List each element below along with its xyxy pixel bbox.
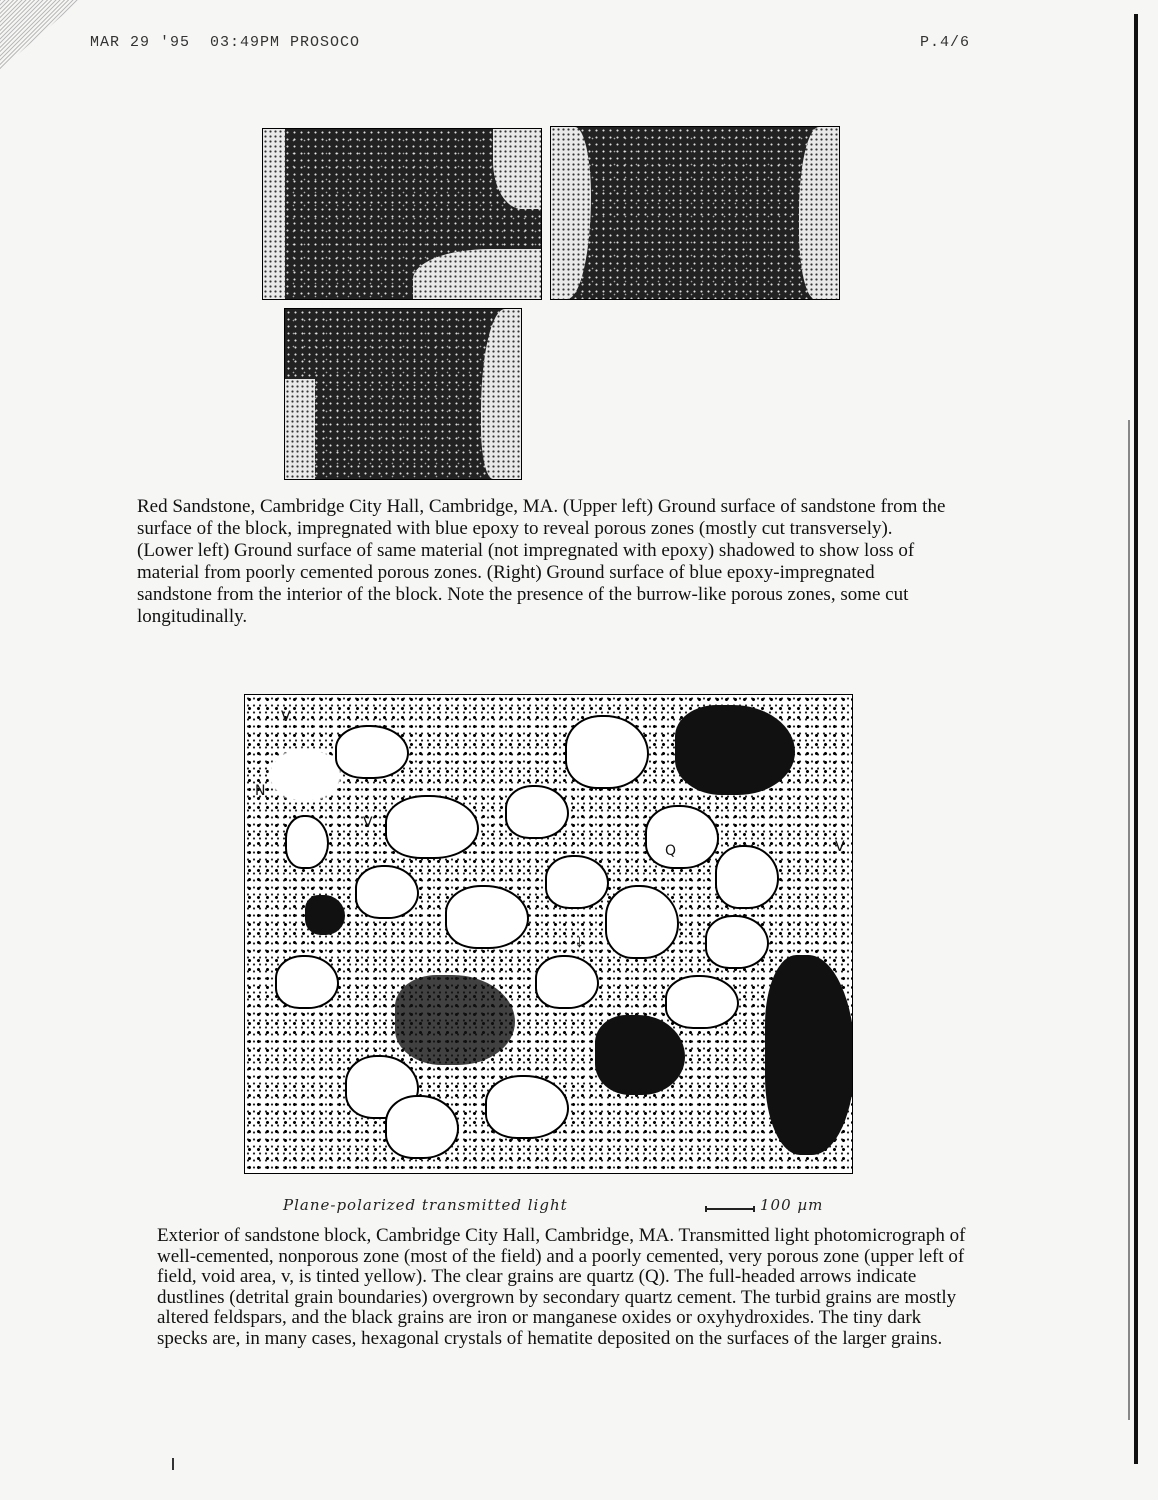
grain — [335, 725, 409, 779]
page-edge-bar — [1134, 14, 1138, 1464]
photo-light-area — [799, 127, 839, 299]
page-edge-line — [1128, 420, 1130, 1420]
scale-bar — [705, 1206, 755, 1212]
fax-page-number: P.4/6 — [919, 34, 970, 51]
fax-timestamp: MAR 29 '95 03:49PM PROSOCO — [90, 34, 361, 51]
dark-region — [395, 975, 515, 1065]
grain — [565, 715, 649, 789]
grain — [605, 885, 679, 959]
grain — [505, 785, 569, 839]
handwritten-note: Plane-polarized transmitted light — [283, 1196, 568, 1214]
grain — [445, 885, 529, 949]
grain — [665, 975, 739, 1029]
photo-light-area — [481, 309, 521, 479]
grain — [705, 915, 769, 969]
grain — [545, 855, 609, 909]
margin-mark — [172, 1458, 174, 1470]
label-v: V — [835, 839, 845, 855]
dark-region — [765, 955, 853, 1155]
photo-lower-left — [284, 308, 522, 480]
grain — [275, 955, 339, 1009]
label-q: Q — [665, 843, 677, 859]
photo-upper-left — [262, 128, 542, 300]
photo-light-area — [263, 129, 285, 299]
scale-label: 100 µm — [760, 1196, 824, 1214]
fax-header — [90, 34, 970, 51]
grain — [355, 865, 419, 919]
photo-light-area — [413, 249, 541, 299]
label-n: N — [255, 783, 266, 799]
grain — [645, 805, 719, 869]
dark-region — [305, 895, 345, 935]
grain — [385, 1095, 459, 1159]
grain — [715, 845, 779, 909]
photo-light-area — [285, 379, 315, 479]
grain — [385, 795, 479, 859]
label-v: V — [281, 709, 291, 725]
arrow-icon: ↓ — [575, 931, 584, 951]
dark-region — [675, 705, 795, 795]
figure2-caption: Exterior of sandstone block, Cambridge City Hall, Cambridge, MA. Transmitted light photomicrograph of well-cemented, nonporous zone (most of the field) and a poorly cemented, very porous zone (upper left of field, void area, v, is tinted yellow). The clear grains are quartz (Q). The full-headed arrows indicate dustlines (detrital grain boundaries) overgrown by secondary quartz cement. The turbid grains are mostly altered feldspars, and the black grains are iron or manganese oxides or oxyhydroxides. The tiny dark specks are, in many cases, hexagonal crystals of hematite deposited on the surfaces of the larger grains. — [157, 1225, 966, 1349]
photo-light-area — [493, 129, 541, 209]
fax-corner-mark — [0, 0, 80, 70]
label-v: V — [363, 815, 373, 831]
photo-right — [550, 126, 840, 300]
dark-region — [595, 1015, 685, 1095]
grain — [535, 955, 599, 1009]
photomicrograph — [244, 694, 853, 1174]
figure1-caption: Red Sandstone, Cambridge City Hall, Cambridge, MA. (Upper left) Ground surface of sandstone from the surface of the block, impregnated with blue epoxy to reveal porous zones (mostly cut transversely). (Lower left) Ground surface of same material (not impregnated with epoxy) shadowed to show loss of material from poorly cemented porous zones. (Right) Ground surface of blue epoxy-impregnated sandstone from the interior of the block. Note the presence of the burrow-like porous zones, some cut longitudinally. — [137, 496, 946, 627]
grain — [485, 1075, 569, 1139]
grain — [285, 815, 329, 869]
photo-light-area — [551, 127, 591, 299]
